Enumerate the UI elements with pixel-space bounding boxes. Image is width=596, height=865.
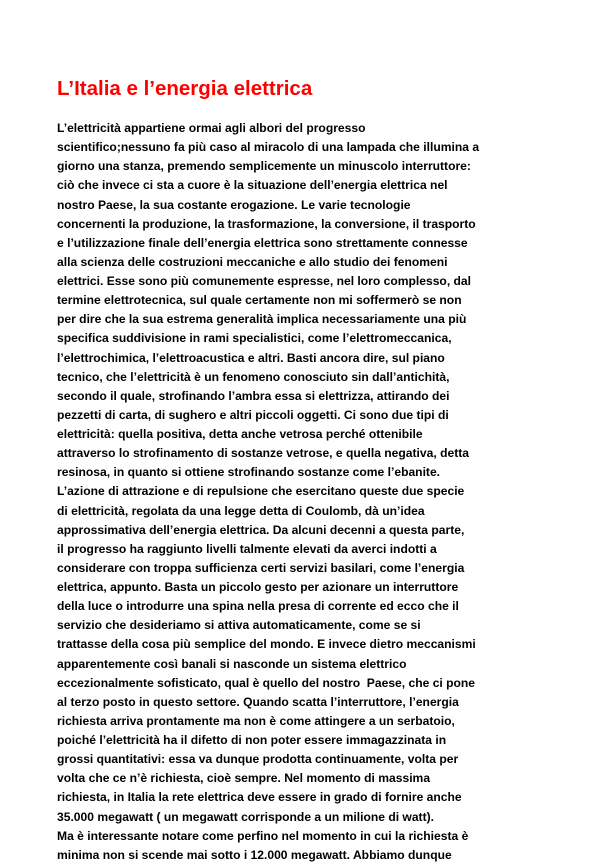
text-line: al terzo posto in questo settore. Quando scatta l’interruttore, l’energia [57,694,459,709]
text-line: tecnico, che l’elettricità è un fenomeno conosciuto sin dall’antichità, [57,369,450,384]
text-line: approssimativa dell’energia elettrica. Da alcuni decenni a questa parte, [57,522,465,537]
document-title: L’Italia e l’energia elettrica [57,77,313,100]
text-line: richiesta, in Italia la rete elettrica deve essere in grado di fornire anche [57,790,462,805]
text-line: nostro Paese, la sua costante erogazione. Le varie tecnologie [57,197,411,212]
text-line: di elettricità, regolata da una legge detta di Coulomb, dà un’idea [57,503,425,518]
text-line: L’elettricità appartiene ormai agli albori del progresso [57,121,366,135]
text-line: resinosa, in quanto si ottiene strofinando sostanze come l’ebanite. [57,465,441,480]
text-line: 35.000 megawatt ( un megawatt corrisponde a un milione di watt). [57,809,434,824]
text-line: il progresso ha raggiunto livelli talmente elevati da averci indotti a [57,541,437,556]
text-line: concernenti la produzione, la trasformazione, la conversione, il trasporto [57,216,476,231]
text-line: secondo il quale, strofinando l’ambra essa si elettrizza, attirando dei [57,388,450,403]
text-line: trattasse della cosa più semplice del mondo. E invece dietro meccanismi [57,637,476,652]
text-line: richiesta arriva prontamente ma non è come attingere a un serbatoio, [57,713,455,728]
text-line: giorno una stanza, premendo semplicemente un minuscolo interruttore: [57,159,471,174]
text-line: per dire che la sua estrema generalità implica necessariamente una più [57,312,467,327]
text-line: scientifico;nessuno fa più caso al miracolo di una lampada che illumina a [57,140,480,155]
text-line: elettrica, appunto. Basta un piccolo gesto per azionare un interruttore [57,580,459,594]
text-line: eccezionalmente sofisticato, qual è quello del nostro Paese, che ci pone [57,675,476,690]
text-line: minima non si scende mai sotto i 12.000 megawatt. Abbiamo dunque [57,847,452,862]
text-line: elettrici. Esse sono più comunemente espresse, nel loro complesso, dal [57,274,472,288]
body-paragraph [57,119,557,865]
text-line: attraverso lo strofinamento di sostanze vetrose, e quella negativa, detta [57,446,469,461]
text-line: specifica suddivisione in rami specialistici, come l’elettromeccanica, [57,331,452,346]
text-line: grossi quantitativi: essa va dunque prodotta continuamente, volta per [57,752,459,767]
text-line: l’elettrochimica, l’elettroacustica e altri. Basti ancora dire, sul piano [57,350,445,365]
text-line: volta che ce n’è richiesta, cioè sempre. Nel momento di massima [57,771,431,786]
text-line: elettricità: quella positiva, detta anche vetrosa perché ottenibile [57,427,423,441]
text-line: termine elettrotecnica, sul quale certamente non mi soffermerò se non [57,293,462,308]
text-line: L’azione di attrazione e di repulsione che esercitano queste due specie [57,484,465,499]
text-line: alla scienza delle costruzioni meccaniche e allo studio dei fenomeni [57,254,448,269]
text-line: pezzetti di carta, di sughero e altri piccoli oggetti. Ci sono due tipi di [57,407,449,422]
text-line: considerare con troppa sufficienza certi servizi basilari, come l’energia [57,560,465,575]
text-line: ciò che invece ci sta a cuore è la situazione dell’energia elettrica nel [57,178,448,193]
text-line: Ma è interessante notare come perfino nel momento in cui la richiesta è [57,828,469,843]
text-line: e l’utilizzazione finale dell’energia elettrica sono strettamente connesse [57,235,468,250]
text-line: servizio che desideriamo si attiva automaticamente, come se si [57,618,421,633]
text-line: poiché l’elettricità ha il difetto di non poter essere immagazzinata in [57,733,447,747]
text-line: apparentemente così banali si nasconde un sistema elettrico [57,656,407,671]
text-line: della luce o introdurre una spina nella presa di corrente ed ecco che il [57,599,459,614]
